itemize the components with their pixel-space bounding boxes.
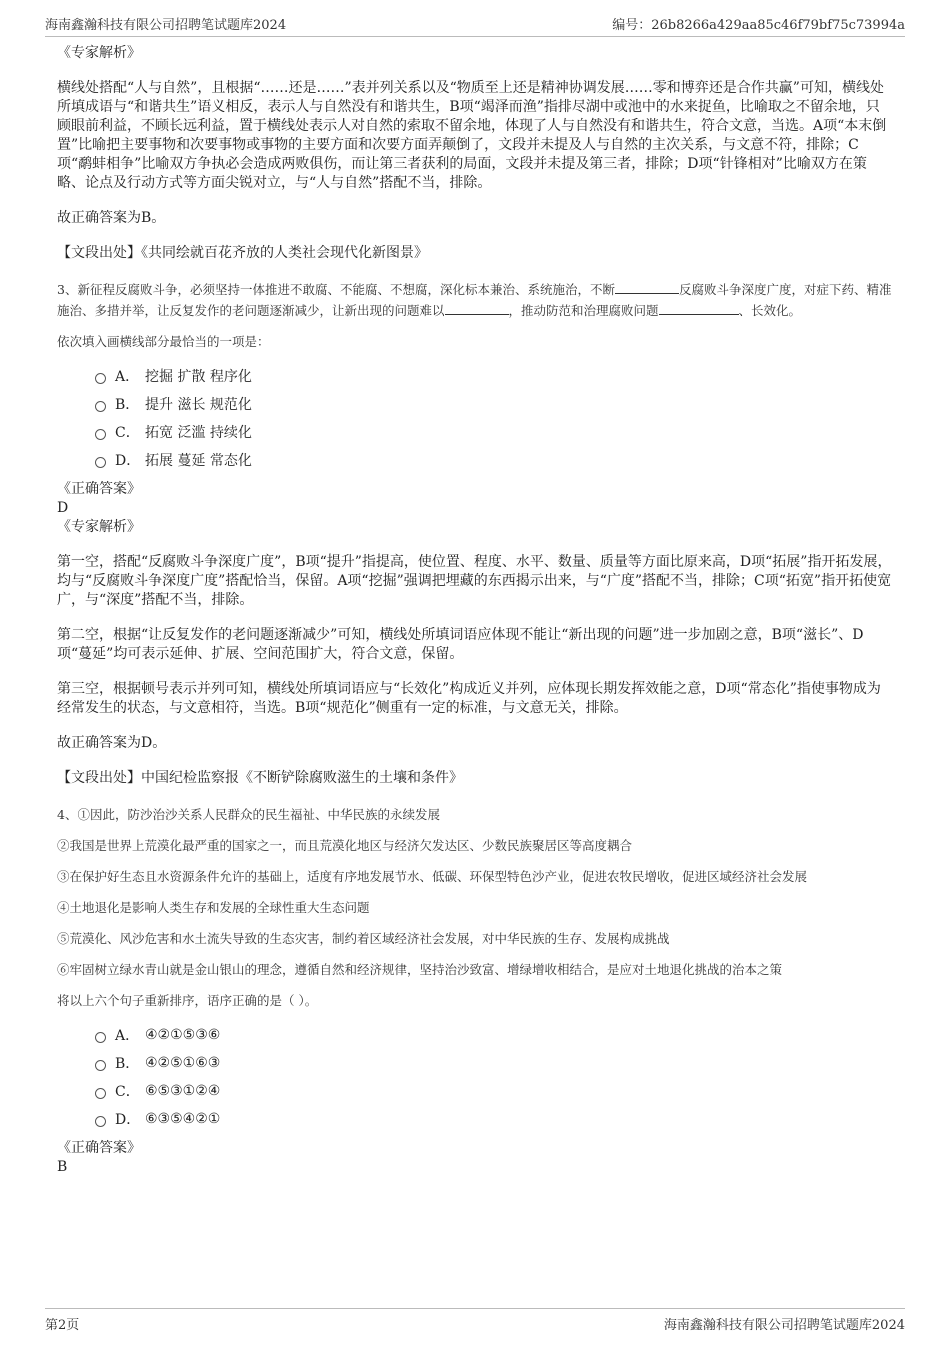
q4-sentence-5: ⑤荒漠化、风沙危害和水土流失导致的生态灾害，制约着区域经济社会发展，对中华民族的生存、发展构成挑战 xyxy=(57,931,670,946)
q4-options xyxy=(95,1021,893,1133)
q4-answer: B xyxy=(57,1159,68,1175)
q3-analysis-1: 第一空，搭配“反腐败斗争深度广度”，B项“提升”指提高，使位置、程度、水平、数量、质量等方面比原来高，D项“拓展”指开拓发展，均与“反腐败斗争深度广度”搭配恰当，保留。A项“挖掘”强调把埋藏的东西揭示出来，与“广度”搭配不当，排除；C项“拓宽”指开拓使宽广，与“深度”搭配不当，排除。 xyxy=(57,554,892,608)
blank-1 xyxy=(615,281,679,294)
q4-sentence-3: ③在保护好生态且水资源条件允许的基础上，适度有序地发展节水、低碳、环保型特色沙产业，促进农牧民增收，促进区域经济社会发展 xyxy=(57,869,808,884)
q4-option-a[interactable]: A． ④②①⑤③⑥ xyxy=(95,1021,893,1049)
q4-option-c[interactable]: C． ⑥⑤③①②④ xyxy=(95,1077,893,1105)
header-serial: 编号：26b8266a429aa85c46f79bf75c73994a xyxy=(612,18,905,33)
q3-option-d[interactable]: D． 拓展 蔓延 常态化 xyxy=(95,446,893,474)
q3-answer: D xyxy=(57,500,69,516)
q3-option-c[interactable]: C． 拓宽 泛滥 持续化 xyxy=(95,418,893,446)
radio-icon[interactable] xyxy=(95,401,106,412)
q4-sentence-4: ④土地退化是影响人类生存和发展的全球性重大生态问题 xyxy=(57,900,370,915)
q3-stem: 3、新征程反腐败斗争，必须坚持一体推进不敢腐、不能腐、不想腐，深化标本兼治、系统施治，不断 反腐败斗争深度广度，对症下药、精准施治、多措并举，让反复发作的老问题逐渐减少，让新出现的问题难以 ，推动防范和治理腐败问题 、长效化。 xyxy=(57,282,892,318)
q3-prompt: 依次填入画横线部分最恰当的一项是： xyxy=(57,334,270,349)
q3-option-b[interactable]: B． 提升 滋长 规范化 xyxy=(95,390,893,418)
q2-source: 【文段出处】《共同绘就百花齐放的人类社会现代化新图景》 xyxy=(57,245,428,261)
radio-icon[interactable] xyxy=(95,429,106,440)
q4-sentence-2: ②我国是世界上荒漠化最严重的国家之一，而且荒漠化地区与经济欠发达区、少数民族聚居区等高度耦合 xyxy=(57,838,633,853)
footer-title: 海南鑫瀚科技有限公司招聘笔试题库2024 xyxy=(663,1318,905,1333)
q2-analysis: 横线处搭配“人与自然”，且根据“……还是……”表并列关系以及“物质至上还是精神协调发展……零和博弈还是合作共赢”可知，横线处所填成语与“和谐共生”语义相反，表示人与自然没有和谐共生，B项“竭泽而渔”指排尽湖中或池中的水来捉鱼，比喻取之不留余地，只顾眼前利益，不顾长远利益，置于横线处表示人对自然的索取不留余地，体现了人与自然没有和谐共生，符合文意，当选。A项“本末倒置”比喻把主要事物和次要事物或事物的主要方面和次要方面弄颠倒了，文段并未提及人与自然的主次关系，与文意不符，排除；C项“鹬蚌相争”比喻双方争执必会造成两败俱伤，而让第三者获利的局面，文段并未提及第三者，排除；D项“针锋相对”比喻双方在策略、论点及行动方式等方面尖锐对立，与“人与自然”搭配不当，排除。 xyxy=(57,80,887,191)
q3-analysis-2: 第二空，根据“让反复发作的老问题逐渐减少”可知，横线处所填词语应体现不能让“新出现的问题”进一步加剧之意，B项“滋长”、D项“蔓延”均可表示延伸、扩展、空间范围扩大，符合文意，保留。 xyxy=(57,627,864,662)
q4-option-b[interactable]: B． ④②⑤①⑥③ xyxy=(95,1049,893,1077)
q3-conclusion: 故正确答案为D。 xyxy=(57,735,167,751)
page-footer xyxy=(45,1308,905,1335)
q4-sentence-1: 4、①因此，防沙治沙关系人民群众的民生福祉、中华民族的永续发展 xyxy=(57,807,440,822)
q3-options xyxy=(95,362,893,474)
blank-3 xyxy=(659,302,739,315)
q4-answer-label: 《正确答案》 xyxy=(57,1140,141,1156)
q3-analysis-label: 《专家解析》 xyxy=(57,519,141,535)
q4-prompt: 将以上六个句子重新排序，语序正确的是（ ）。 xyxy=(57,993,318,1008)
q4-option-d[interactable]: D． ⑥③⑤④②① xyxy=(95,1105,893,1133)
page-number: 第2页 xyxy=(45,1318,80,1333)
radio-icon[interactable] xyxy=(95,1032,106,1043)
blank-2 xyxy=(445,302,509,315)
radio-icon[interactable] xyxy=(95,373,106,384)
page-header xyxy=(45,14,905,37)
q3-answer-label: 《正确答案》 xyxy=(57,481,141,497)
radio-icon[interactable] xyxy=(95,457,106,468)
header-title: 海南鑫瀚科技有限公司招聘笔试题库2024 xyxy=(45,18,287,33)
q3-source: 【文段出处】中国纪检监察报《不断铲除腐败滋生的土壤和条件》 xyxy=(57,770,463,786)
q3-analysis-3: 第三空，根据顿号表示并列可知，横线处所填词语应与“长效化”构成近义并列，应体现长期发挥效能之意，D项“常态化”指使事物成为经常发生的状态，与文意相符，当选。B项“规范化”侧重有一定的标准，与文意无关，排除。 xyxy=(57,681,881,716)
radio-icon[interactable] xyxy=(95,1088,106,1099)
q4-sentence-6: ⑥牢固树立绿水青山就是金山银山的理念，遵循自然和经济规律，坚持治沙致富、增绿增收相结合，是应对土地退化挑战的治本之策 xyxy=(57,962,783,977)
q2-conclusion: 故正确答案为B。 xyxy=(57,210,166,226)
radio-icon[interactable] xyxy=(95,1116,106,1127)
page-content xyxy=(57,44,893,1177)
q3-option-a[interactable]: A． 挖掘 扩散 程序化 xyxy=(95,362,893,390)
radio-icon[interactable] xyxy=(95,1060,106,1071)
q2-analysis-label: 《专家解析》 xyxy=(57,45,141,61)
